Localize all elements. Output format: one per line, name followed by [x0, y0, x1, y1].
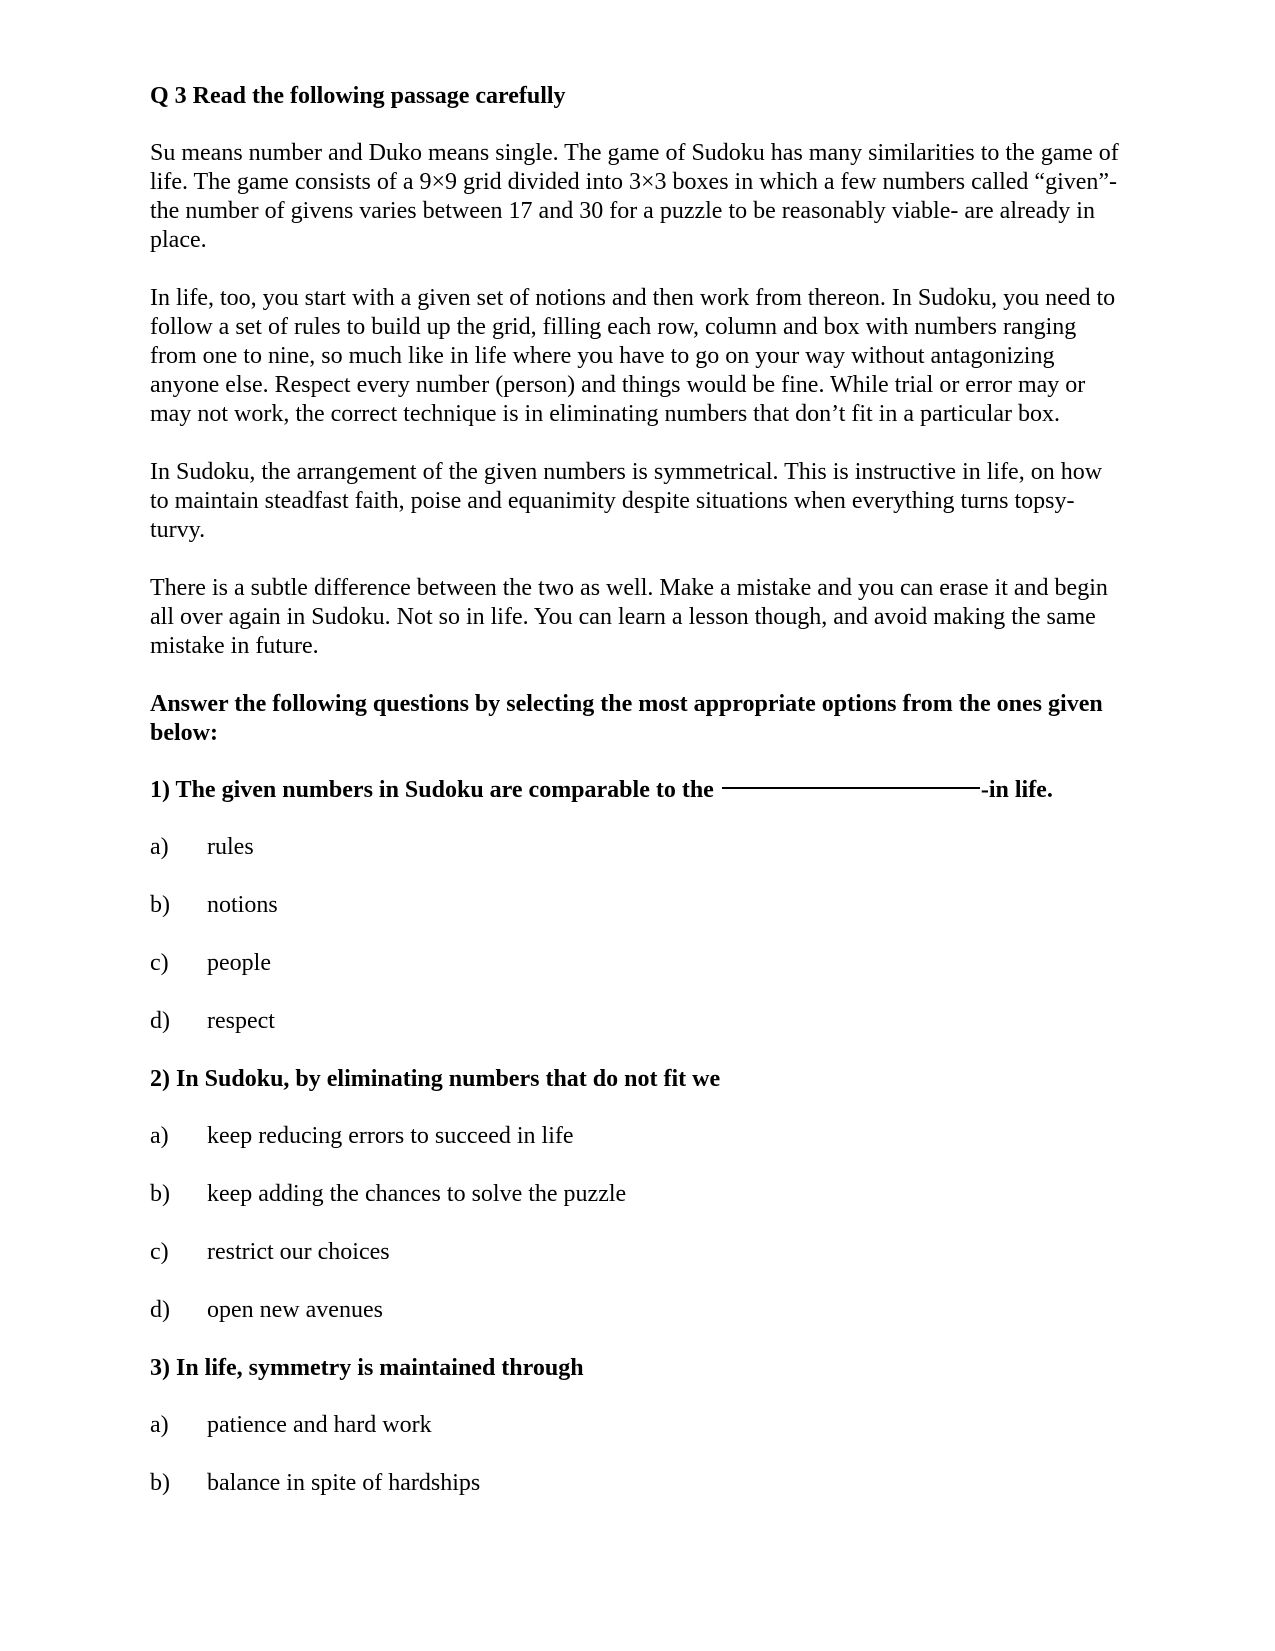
option-letter: c) — [150, 950, 169, 976]
option-letter: b) — [150, 1470, 170, 1496]
option-text: balance in spite of hardships — [207, 1470, 481, 1496]
passage-paragraph: In life, too, you start with a given set of notions and then work from thereon. In Sudoku, you need to follow a set of rules to build up the grid, filling each row, column and box with numbers ranging from one to nine, so much like in life where you have to go on your way without antagonizing anyone else. Respect every number (person) and things would be fine. While trial or error may or may not work, the correct technique is in eliminating numbers that don’t fit in a particular box. — [150, 285, 1116, 427]
option-item — [150, 949, 1125, 978]
answer-blank — [722, 787, 980, 789]
option-text: people — [207, 950, 271, 976]
option-item — [150, 1238, 1125, 1267]
option-item — [150, 833, 1125, 862]
option-text: keep adding the chances to solve the puzzle — [207, 1181, 627, 1207]
instructions: Answer the following questions by selecting the most appropriate options from the ones given below: — [150, 691, 1103, 746]
question-3-options — [150, 1411, 1125, 1498]
option-text: keep reducing errors to succeed in life — [207, 1123, 574, 1149]
passage-paragraph: Su means number and Duko means single. The game of Sudoku has many similarities to the game of life. The game consists of a 9×9 grid divided into 3×3 boxes in which a few numbers called “given”- the number of givens varies between 17 and 30 for a puzzle to be reasonably viable- are already in place. — [150, 140, 1119, 253]
option-text: restrict our choices — [207, 1239, 390, 1265]
option-text: notions — [207, 892, 278, 918]
question-1-suffix: -in life. — [980, 777, 1053, 803]
option-item — [150, 1296, 1125, 1325]
option-letter: d) — [150, 1008, 170, 1034]
question-3: 3) In life, symmetry is maintained through — [150, 1355, 584, 1381]
option-text: respect — [207, 1008, 275, 1034]
question-2-options — [150, 1122, 1125, 1325]
option-item — [150, 1469, 1125, 1498]
option-item — [150, 1411, 1125, 1440]
option-text: open new avenues — [207, 1297, 383, 1323]
option-letter: a) — [150, 1412, 169, 1438]
question-1 — [150, 776, 1125, 805]
option-letter: b) — [150, 1181, 170, 1207]
question-1-options — [150, 833, 1125, 1036]
option-letter: b) — [150, 892, 170, 918]
question-1-text: 1) The given numbers in Sudoku are comparable to the — [150, 777, 714, 803]
question-2: 2) In Sudoku, by eliminating numbers that do not fit we — [150, 1066, 721, 1092]
option-item — [150, 1007, 1125, 1036]
document-page — [150, 82, 1125, 1527]
passage-paragraph: In Sudoku, the arrangement of the given numbers is symmetrical. This is instructive in life, on how to maintain steadfast faith, poise and equanimity despite situations when everything turns topsy-turvy. — [150, 459, 1103, 543]
option-item — [150, 891, 1125, 920]
question-heading: Q 3 Read the following passage carefully — [150, 83, 566, 109]
option-item — [150, 1180, 1125, 1209]
option-item — [150, 1122, 1125, 1151]
option-letter: a) — [150, 1123, 169, 1149]
option-letter: c) — [150, 1239, 169, 1265]
passage-paragraph: There is a subtle difference between the two as well. Make a mistake and you can erase it and begin all over again in Sudoku. Not so in life. You can learn a lesson though, and avoid making the same mistake in future. — [150, 575, 1108, 659]
option-letter: a) — [150, 834, 169, 860]
option-letter: d) — [150, 1297, 170, 1323]
option-text: patience and hard work — [207, 1412, 432, 1438]
option-text: rules — [207, 834, 254, 860]
